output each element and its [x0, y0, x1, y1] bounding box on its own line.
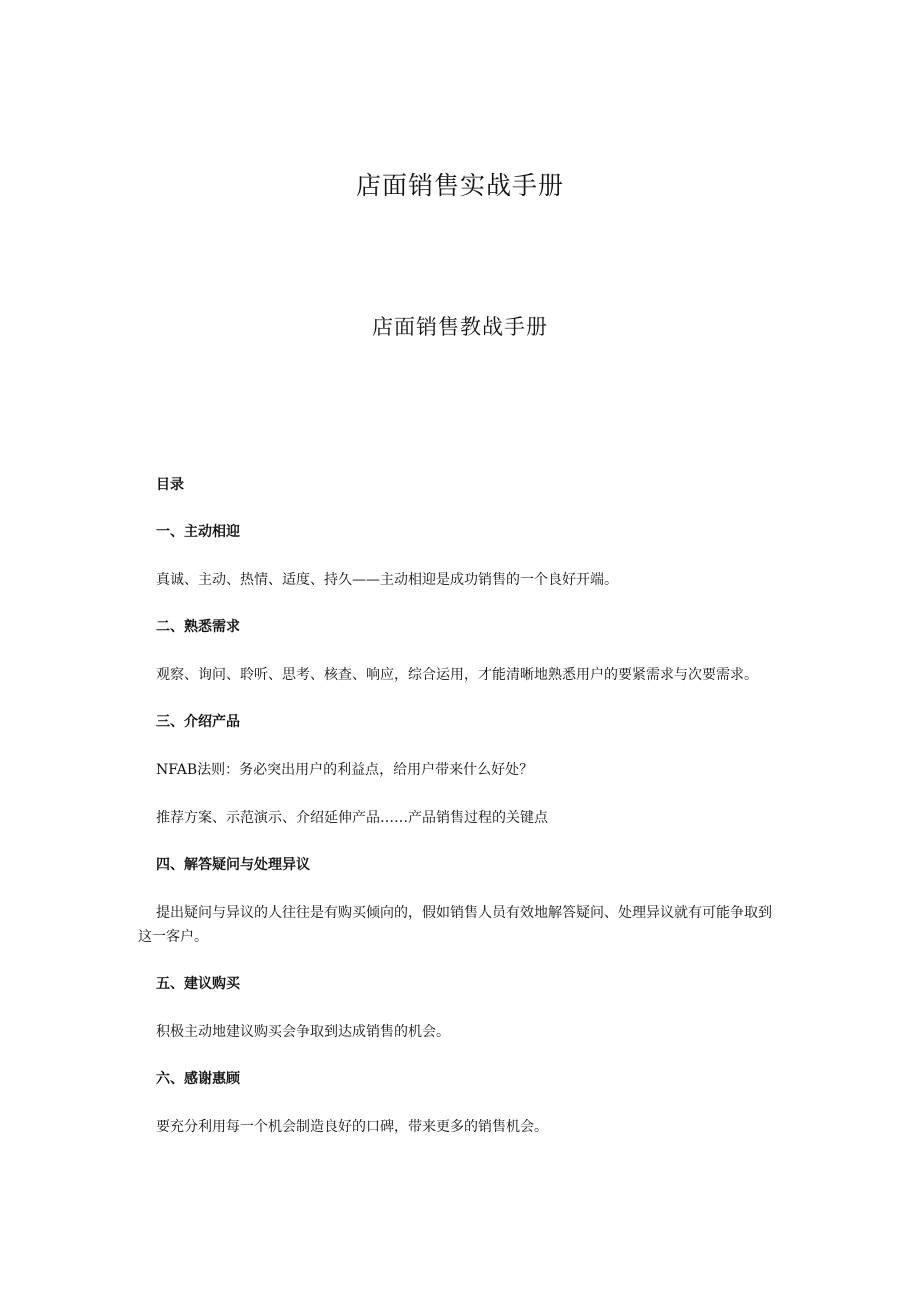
section-paragraph: 要充分利用每一个机会制造良好的口碑，带来更多的销售机会。 [156, 1119, 548, 1135]
section-paragraph: 真诚、主动、热情、适度、持久——主动相迎是成功销售的一个良好开端。 [156, 572, 618, 588]
section-heading: 五、建议购买 [156, 976, 240, 992]
section-paragraph: 观察、询问、聆听、思考、核查、响应，综合运用，才能清晰地熟悉用户的要紧需求与次要需求。 [156, 667, 758, 683]
section-paragraph: 推荐方案、示范演示、介绍延伸产品……产品销售过程的关键点 [156, 810, 548, 826]
section-heading: 一、主动相迎 [156, 524, 240, 540]
document-title: 店面销售实战手册 [355, 171, 564, 200]
document-body [138, 474, 782, 1163]
section-heading: 三、介绍产品 [156, 714, 240, 730]
toc-heading: 目录 [156, 477, 184, 493]
section-paragraph: NFAB法则：务必突出用户的利益点，给用户带来什么好处？ [156, 762, 534, 778]
section-heading: 二、熟悉需求 [156, 619, 240, 635]
section-heading: 四、解答疑问与处理异议 [156, 857, 310, 873]
section-paragraph: 积极主动地建议购买会争取到达成销售的机会。 [156, 1024, 450, 1040]
section-heading: 六、感谢惠顾 [156, 1071, 240, 1087]
document-subtitle: 店面销售教战手册 [372, 315, 548, 339]
section-paragraph: 提出疑问与异议的人往往是有购买倾向的，假如销售人员有效地解答疑问、处理异议就有可能争取到这一客户。 [138, 905, 772, 945]
